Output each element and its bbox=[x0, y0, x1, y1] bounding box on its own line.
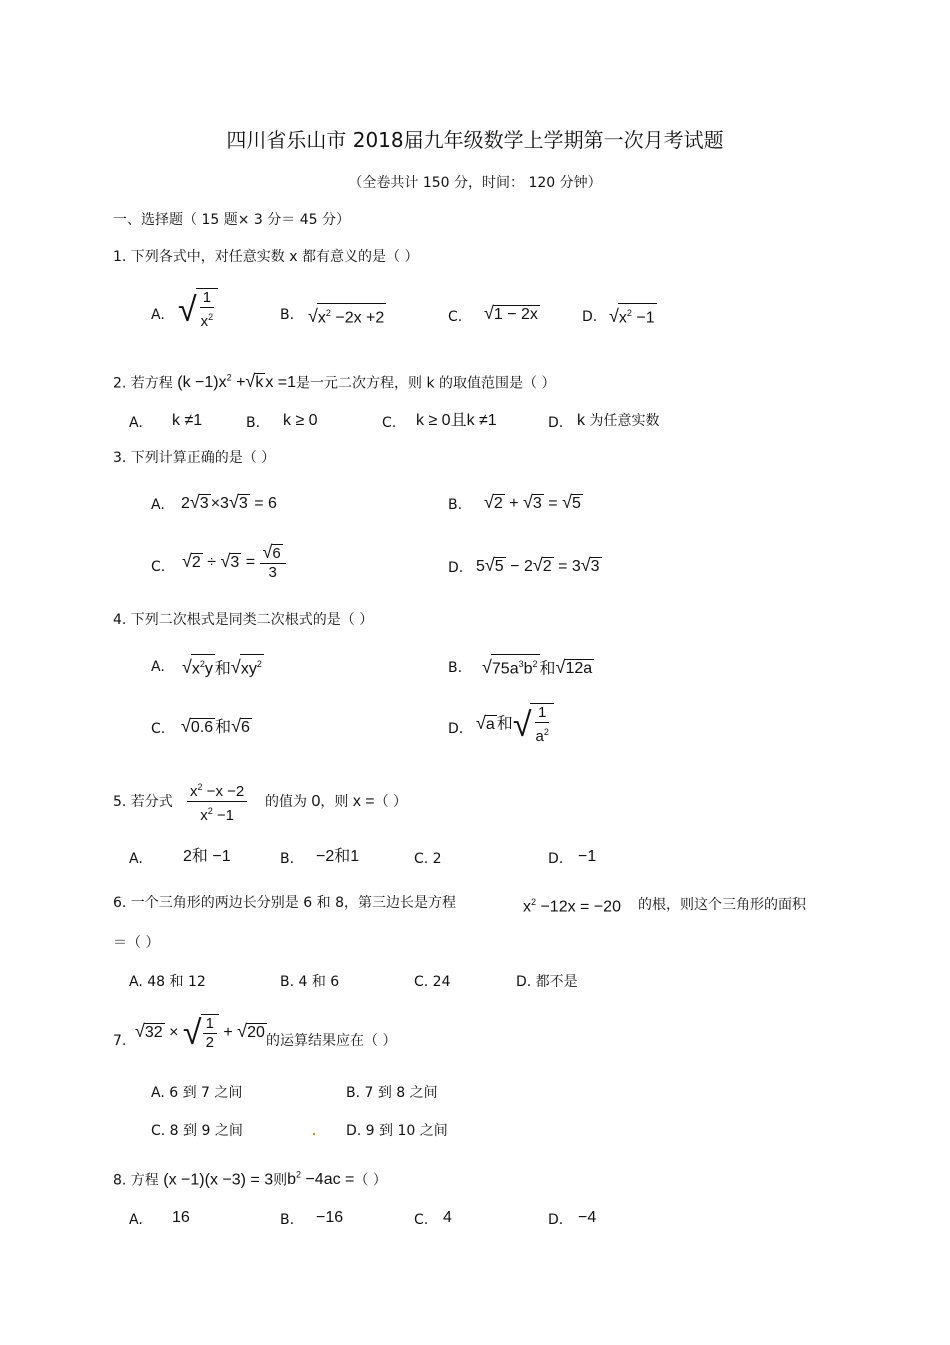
q8-option-d-label: D. bbox=[548, 1212, 564, 1228]
q8-option-a-value: 16 bbox=[172, 1209, 190, 1226]
q5-option-d-value: −1 bbox=[578, 848, 597, 865]
q3-stem: 3. 下列计算正确的是（ ） bbox=[113, 450, 276, 466]
q1-option-c-label: C. bbox=[448, 309, 463, 325]
q5-option-b-value: −2和1 bbox=[316, 848, 360, 865]
page-title: 四川省乐山市 2018届九年级数学上学期第一次月考试题 bbox=[226, 128, 724, 152]
q5-tail: 的值为 0，则 x =（ ） bbox=[265, 793, 408, 810]
q2-option-b-label: B. bbox=[246, 415, 261, 431]
q2-option-a-label: A. bbox=[129, 415, 143, 431]
q4-option-a-expr: $√x^2y$ 和$√xy^2$ bbox=[182, 654, 264, 679]
q5-number: 5. 若分式 bbox=[113, 794, 173, 810]
q5-option-a-label: A. bbox=[129, 851, 143, 867]
q3-option-b-label: B. bbox=[448, 497, 463, 513]
q5-option-b-label: B. bbox=[280, 851, 295, 867]
q6-option-b: B. 4 和 6 bbox=[280, 974, 340, 990]
q2-option-d-value: k 为任意实数 bbox=[577, 412, 660, 429]
q1-option-a-label: A. bbox=[151, 307, 165, 323]
q2-option-d-label: D. bbox=[548, 415, 564, 431]
q7-option-d: D. 9 到 10 之间 bbox=[346, 1123, 448, 1139]
q4-option-c-expr: √0.6 和√6 bbox=[181, 716, 250, 736]
q4-option-b-label: B. bbox=[448, 660, 463, 676]
q2-option-c-value: k ≥ 0且k ≠1 bbox=[416, 412, 497, 429]
q7-expression: √32 × √ $\frac{1}{2}$ + √20 bbox=[135, 1014, 265, 1052]
q2-option-b-value: k ≥ 0 bbox=[283, 412, 318, 429]
q2-stem: 2. 若方程 $(k -1)x^2 +√k$ x =1是一元二次方程，则 k 的取值范围是（ ） bbox=[113, 371, 556, 392]
q3-option-d-label: D. bbox=[448, 560, 464, 576]
q3-option-d-expr: 5√5 − 2√2 = 3√3 bbox=[476, 555, 600, 575]
exam-info: （全卷共计 150 分，时间： 120 分钟） bbox=[348, 175, 602, 191]
q7-number: 7. bbox=[113, 1033, 127, 1049]
q5-option-d-label: D. bbox=[548, 851, 564, 867]
q3-option-c-expr: √2 ÷ √3 = $\frac{√6}{3}$ bbox=[182, 543, 286, 582]
q3-option-c-label: C. bbox=[151, 559, 166, 575]
q5-option-a-value: 2和 −1 bbox=[183, 848, 231, 865]
q1-option-b-expr: $√x^2 -2x +2$ bbox=[308, 303, 386, 328]
q4-option-d-expr: √a 和 √ $\frac{1}{a^2}$ bbox=[476, 703, 554, 746]
q4-option-b-expr: $√75a^3b^2$ 和√12a bbox=[482, 654, 594, 679]
q2-option-c-label: C. bbox=[382, 415, 397, 431]
q7-option-b: B. 7 到 8 之间 bbox=[346, 1085, 438, 1101]
q1-option-b-label: B. bbox=[280, 307, 295, 323]
q3-option-a-expr: 2√3 ×3√3 = 6 bbox=[181, 492, 277, 512]
q7-option-c: C. 8 到 9 之间 bbox=[151, 1123, 243, 1139]
q8-option-c-value: 4 bbox=[443, 1209, 452, 1226]
q5-option-c: C. 2 bbox=[414, 851, 442, 867]
q2-option-a-value: k ≠1 bbox=[172, 412, 203, 429]
q6-stem: 6. 一个三角形的两边长分别是 6 和 8，第三边长是方程 bbox=[113, 895, 456, 911]
q6-stem-tail: 的根，则这个三角形的面积 bbox=[638, 897, 806, 913]
q4-option-a-label: A. bbox=[151, 659, 165, 675]
q6-stem-line2: ＝（ ） bbox=[113, 935, 160, 951]
q8-option-c-label: C. bbox=[414, 1212, 429, 1228]
q8-stem: 8. 方程 (x −1)(x −3) = 3则$b^2 -4ac$ =（ ） bbox=[113, 1170, 387, 1189]
q7-stem-tail: 的运算结果应在（ ） bbox=[266, 1033, 397, 1049]
q1-option-a-expr: √ $\frac{1}{x^2}$ bbox=[178, 288, 218, 331]
q3-option-a-label: A. bbox=[151, 497, 165, 513]
section-heading: 一、选择题（ 15 题× 3 分＝ 45 分） bbox=[113, 212, 350, 228]
q4-option-c-label: C. bbox=[151, 721, 166, 737]
q4-stem: 4. 下列二次根式是同类二次根式的是（ ） bbox=[113, 612, 374, 628]
q8-option-a-label: A. bbox=[129, 1212, 143, 1228]
q5-fraction: $\frac{x^2 -x -2}{x^2 -1}$ bbox=[187, 778, 247, 825]
q1-option-d-expr: $√x^2 -1$ bbox=[609, 303, 657, 328]
stray-dot-mark bbox=[313, 1133, 315, 1135]
q8-option-d-value: −4 bbox=[578, 1209, 597, 1226]
q1-option-c-expr: √1 − 2x bbox=[484, 303, 538, 323]
q1-stem: 1. 下列各式中，对任意实数 x 都有意义的是（ ） bbox=[113, 249, 419, 265]
q8-option-b-value: −16 bbox=[316, 1209, 344, 1226]
q6-option-a: A. 48 和 12 bbox=[129, 974, 206, 990]
q4-option-d-label: D. bbox=[448, 721, 464, 737]
q7-option-a: A. 6 到 7 之间 bbox=[151, 1085, 243, 1101]
q6-option-c: C. 24 bbox=[414, 974, 451, 990]
q6-option-d: D. 都不是 bbox=[516, 974, 578, 990]
q6-equation: $x^2 -12x = -20$ bbox=[523, 897, 621, 916]
q3-option-b-expr: √2 + √3 = √5 bbox=[484, 492, 581, 512]
q1-option-d-label: D. bbox=[582, 309, 598, 325]
q8-option-b-label: B. bbox=[280, 1212, 295, 1228]
